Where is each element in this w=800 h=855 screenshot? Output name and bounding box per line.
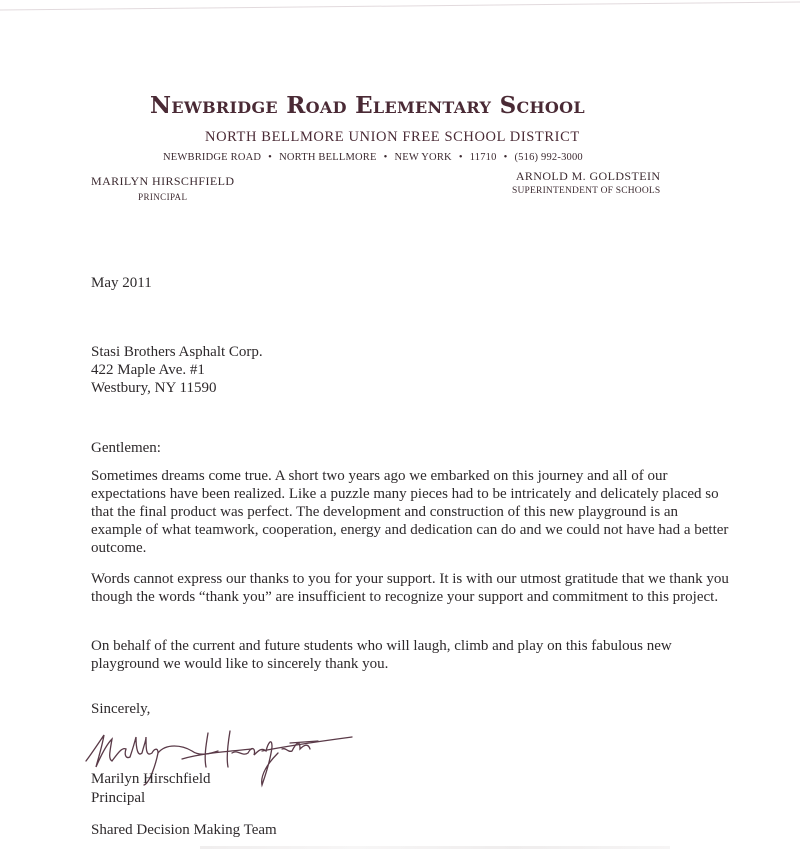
address-town: NORTH BELLMORE <box>279 152 377 163</box>
salutation: Gentlemen: <box>91 440 161 456</box>
principal-heading <box>91 174 234 202</box>
address-state: NEW YORK <box>394 152 452 163</box>
bullet-separator: • <box>458 152 463 163</box>
superintendent-title: SUPERINTENDENT OF SCHOOLS <box>512 186 661 196</box>
superintendent-name: ARNOLD M. GOLDSTEIN <box>515 169 661 183</box>
address-phone: (516) 992-3000 <box>514 152 583 163</box>
address-street: NEWBRIDGE ROAD <box>163 152 262 163</box>
closing: Sincerely, <box>91 701 151 717</box>
signer-name: Marilyn Hirschfield <box>91 771 211 787</box>
recipient-line: Westbury, NY 11590 <box>91 380 217 396</box>
bullet-separator: • <box>383 152 388 163</box>
school-address <box>163 152 583 163</box>
bullet-separator: • <box>268 152 273 163</box>
superintendent-heading <box>512 169 660 196</box>
team-name: Shared Decision Making Team <box>91 822 277 838</box>
recipient-line: 422 Maple Ave. #1 <box>91 362 205 378</box>
principal-name: MARILYN HIRSCHFIELD <box>91 174 235 188</box>
school-name: Newbridge Road Elementary School <box>150 92 585 119</box>
principal-title: PRINCIPAL <box>138 192 188 202</box>
paragraph: On behalf of the current and future students who will laugh, climb and play on this fabulous new playground we would like to sincerely thank you. <box>91 638 672 672</box>
district-name: NORTH BELLMORE UNION FREE SCHOOL DISTRICT <box>205 129 580 145</box>
faint-bleed-through-text <box>200 846 670 849</box>
address-zip: 11710 <box>469 152 497 163</box>
scan-edge-line <box>0 0 800 12</box>
bullet-separator: • <box>503 152 508 163</box>
signer-title: Principal <box>91 790 146 806</box>
paragraph: Words cannot express our thanks to you for your support. It is with our utmost gratitude that we thank you though the words “thank you” are insufficient to recognize your support and commitment to this project. <box>91 571 729 605</box>
recipient-address <box>91 343 263 397</box>
recipient-line: Stasi Brothers Asphalt Corp. <box>91 344 263 360</box>
paragraph: Sometimes dreams come true. A short two years ago we embarked on this journey and all of our expectations have been realized. Like a puzzle many pieces had to be intricately and delicately placed so that the final product was perfect. The development and construction of this new playground is an example of what teamwork, cooperation, energy and dedication can do and we could not have had a better outcome. <box>91 468 729 556</box>
letter-date: May 2011 <box>91 275 152 291</box>
